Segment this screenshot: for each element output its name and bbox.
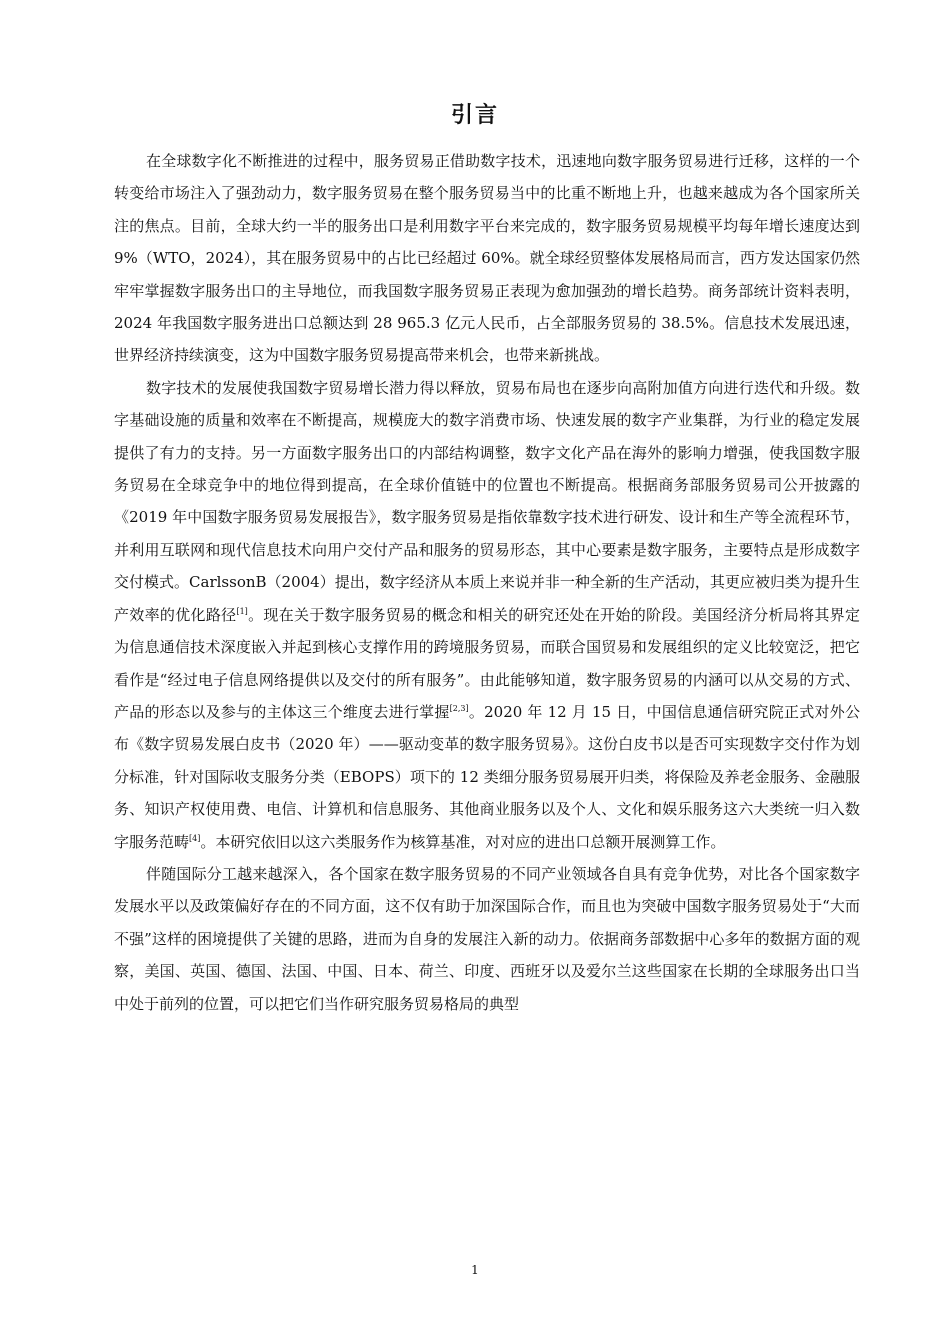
paragraph-text: 在全球数字化不断推进的过程中，服务贸易正借助数字技术，迅速地向数字服务贸易进行迁移，这样的一个转变给市场注入了强劲动力，数字服务贸易在整个服务贸易当中的比重不断地上升，也越来越成为各个国家所关注的焦点。目前，全球大约一半的服务出口是利用数字平台来完成的，数字服务贸易规模平均每年增长速度达到 9%（WTO，2024），其在服务贸易中的占比已经超过 60%。就全球经贸整体发展格局而言，西方发达国家仍然牢牢掌握数字服务出口的主导地位，而我国数字服务贸易正表现为愈加强劲的增长趋势。商务部统计资料表明，2024 年我国数字服务进出口总额达到 28 965.3 亿元人民币，占全部服务贸易的 38.5%。信息技术发展迅速，世界经济持续演变，这为中国数字服务贸易提高带来机会，也带来新挑战。 <box>114 152 860 365</box>
paragraph-text: 。现在关于数字服务贸易的概念和相关的研究还处在开始的阶段。美国经济分析局将其界定为信息通信技术深度嵌入并起到核心支撑作用的跨境服务贸易，而联合国贸易和发展组织的定义比较宽泛，把它看作是“经过电子信息网络提供以及交付的所有服务”。由此能够知道，数字服务贸易的内涵可以从交易的方式、产品的形态以及参与的主体这三个维度去进行掌握 <box>114 605 860 721</box>
citation-marker: [1] <box>236 606 248 616</box>
page-number: 1 <box>471 1263 479 1277</box>
paragraph-text: 数字技术的发展使我国数字贸易增长潜力得以释放，贸易布局也在逐步向高附加值方向进行迭代和升级。数字基础设施的质量和效率在不断提高，规模庞大的数字消费市场、快速发展的数字产业集群，为行业的稳定发展提供了有力的支持。另一方面数字服务出口的内部结构调整，数字文化产品在海外的影响力增强，使我国数字服务贸易在全球竞争中的地位得到提高，在全球价值链中的位置也不断提高。根据商务部服务贸易司公开披露的《2019 年中国数字服务贸易发展报告》，数字服务贸易是指依靠数字技术进行研发、设计和生产等全流程环节，并利用互联网和现代信息技术向用户交付产品和服务的贸易形态，其中心要素是数字服务，主要特点是形成数字交付模式。CarlssonB（2004）提出，数字经济从本质上来说并非一种全新的生产活动，其更应被归类为提升生产效率的优化路径 <box>114 378 860 624</box>
paragraph-1 <box>114 145 860 372</box>
paragraph-text: 伴随国际分工越来越深入，各个国家在数字服务贸易的不同产业领域各自具有竞争优势，对比各个国家数字发展水平以及政策偏好存在的不同方面，这不仅有助于加深国际合作，而且也为突破中国数字服务贸易处于“大而不强”这样的困境提供了关键的思路，进而为自身的发展注入新的动力。依据商务部数据中心多年的数据方面的观察，美国、英国、德国、法国、中国、日本、荷兰、印度、西班牙以及爱尔兰这些国家在长期的全球服务出口当中处于前列的位置，可以把它们当作研究服务贸易格局的典型 <box>114 864 860 1013</box>
citation-marker: [4] <box>189 833 201 843</box>
page-title: 引言 <box>450 103 499 128</box>
citation-marker: [2,3] <box>449 703 469 713</box>
paragraph-2 <box>114 372 860 858</box>
paragraph-text: 。本研究依旧以这六类服务作为核算基准，对对应的进出口总额开展测算工作。 <box>200 832 726 851</box>
paragraph-3 <box>114 858 860 1020</box>
body-text <box>114 145 860 1020</box>
paragraph-text: 。2020 年 12 月 15 日，中国信息通信研究院正式对外公布《数字贸易发展白皮书（2020 年）——驱动变革的数字服务贸易》。这份白皮书以是否可实现数字交付作为划分标准，针对国际收支服务分类（EBOPS）项下的 12 类细分服务贸易展开归类，将保险及养老金服务、金融服务、知识产权使用费、电信、计算机和信息服务、其他商业服务以及个人、文化和娱乐服务这六大类统一归入数字服务范畴 <box>114 702 860 851</box>
